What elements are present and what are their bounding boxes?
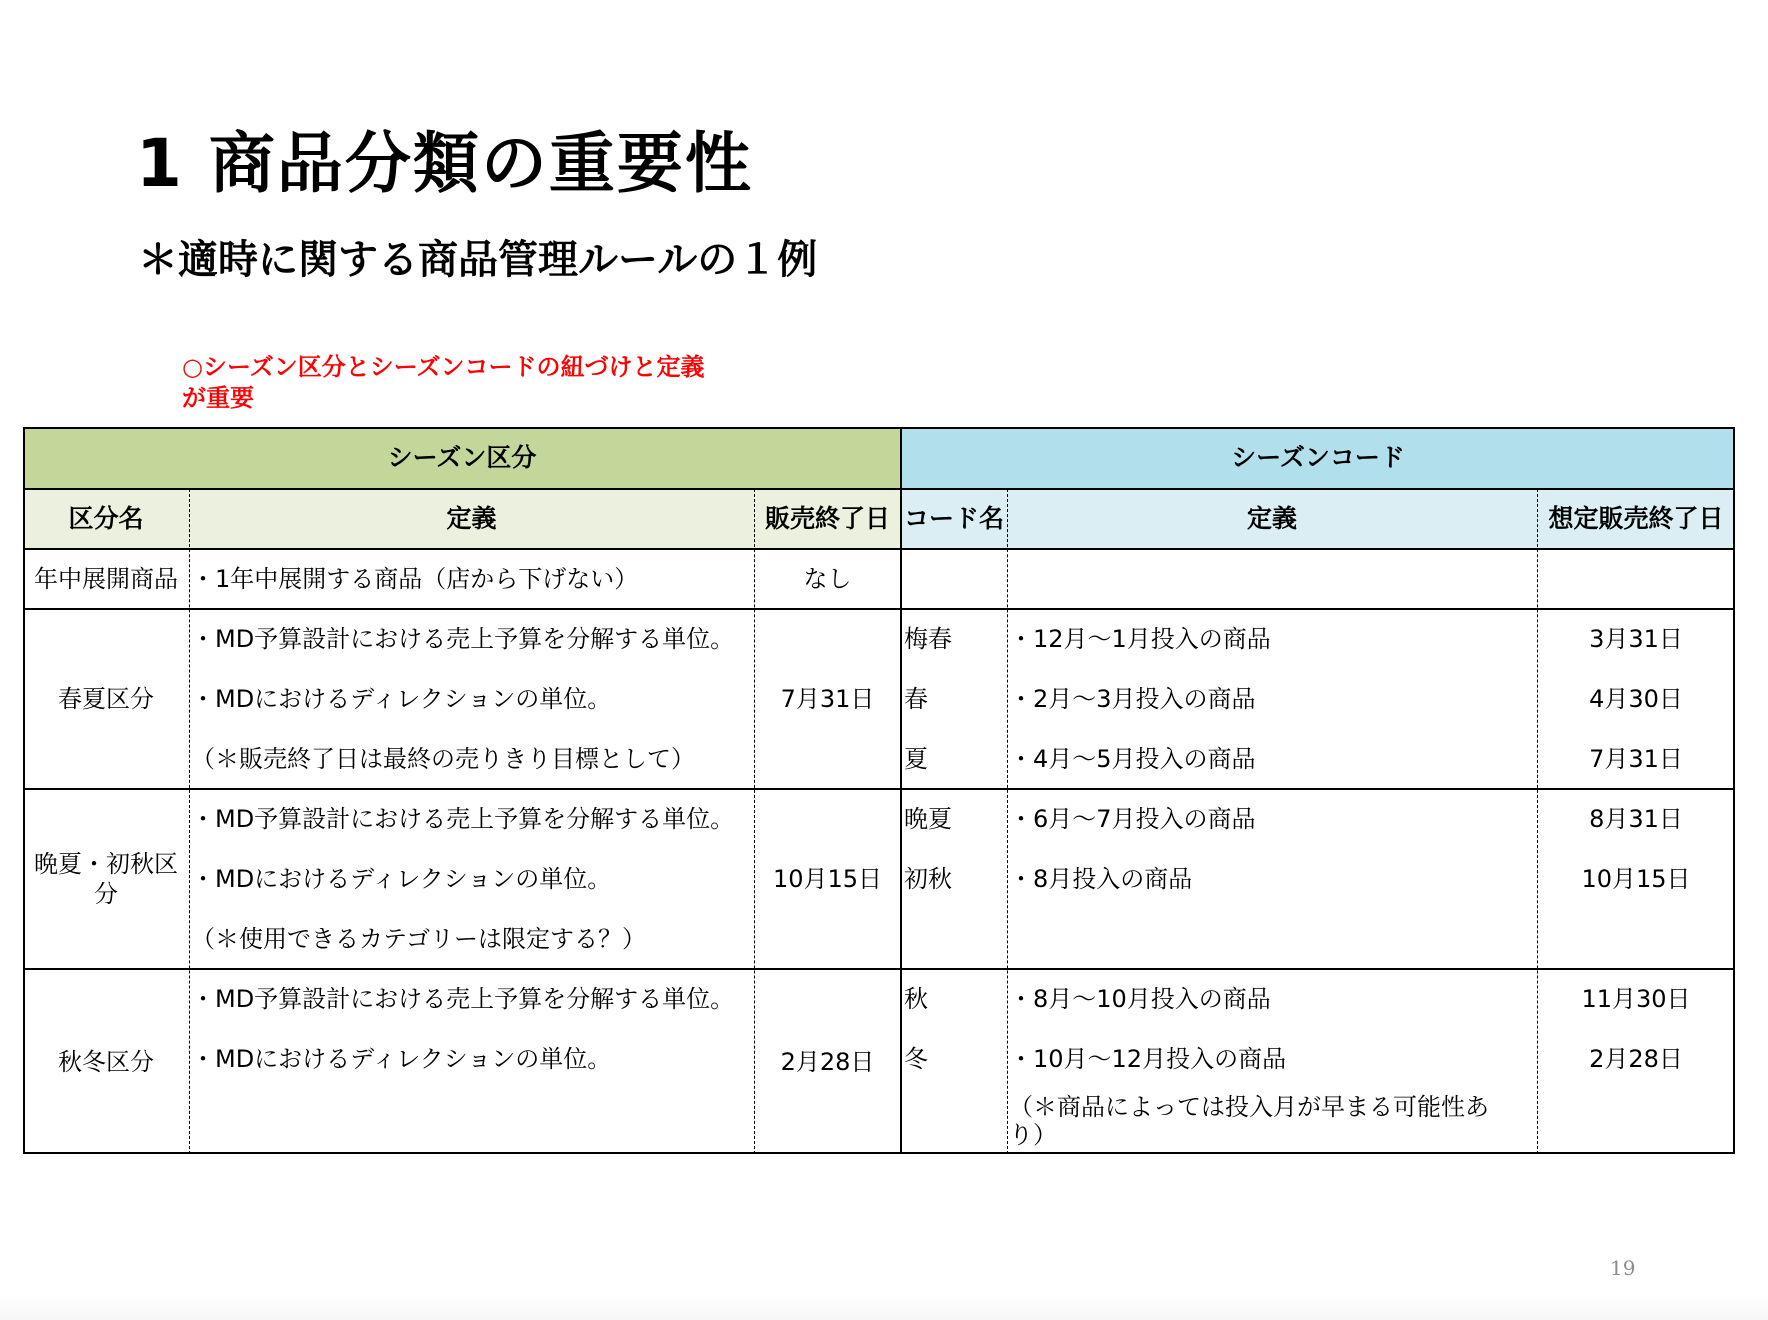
row-end-date: なし [803, 565, 852, 593]
code-end-date: 10月15日 [1581, 865, 1691, 893]
code-definition: ・4月～5月投入の商品 [1009, 745, 1256, 773]
red-note-line: が重要 [182, 384, 254, 412]
red-note [182, 352, 762, 414]
code-definition: ・2月～3月投入の商品 [1009, 685, 1256, 713]
row-end-date: 2月28日 [780, 1047, 875, 1076]
code-end-date: 8月31日 [1589, 805, 1683, 833]
code-end-date: 2月28日 [1589, 1045, 1683, 1073]
code-name: 梅春 [904, 625, 952, 653]
column-header-end-date: 販売終了日 [754, 489, 901, 549]
column-header-division-name: 区分名 [23, 489, 189, 549]
row-definition-line: ・MDにおけるディレクションの単位。 [191, 1045, 612, 1073]
slide-title: 1 商品分類の重要性 [136, 125, 753, 202]
row-definition-line: ・MD予算設計における売上予算を分解する単位。 [191, 625, 735, 653]
table-border [23, 548, 1735, 550]
column-header-code-definition: 定義 [1007, 489, 1537, 549]
row-definition-line: ・MD予算設計における売上予算を分解する単位。 [191, 805, 735, 833]
code-end-date: 11月30日 [1581, 985, 1691, 1013]
row-definition-line: ・MD予算設計における売上予算を分解する単位。 [191, 985, 735, 1013]
table-border [23, 427, 1735, 429]
code-definition-note: （＊商品によっては投入月が早まる可能性あ [1009, 1093, 1489, 1121]
code-name: 春 [904, 685, 928, 713]
bottom-edge [0, 1294, 1768, 1320]
table-border [23, 1152, 1735, 1154]
row-division-name: 春夏区分 [58, 685, 154, 713]
red-note-line: ○シーズン区分とシーズンコードの紐づけと定義 [182, 353, 705, 381]
column-header-expected-end-date: 想定販売終了日 [1537, 489, 1735, 549]
table-divider [754, 489, 755, 1154]
row-definition-line: ・1年中展開する商品（店から下げない） [191, 565, 639, 593]
column-header-definition: 定義 [189, 489, 754, 549]
table-border [23, 788, 1735, 790]
code-end-date: 3月31日 [1589, 625, 1683, 653]
table-divider [1537, 489, 1538, 1154]
code-definition: ・6月～7月投入の商品 [1009, 805, 1256, 833]
code-name: 初秋 [904, 865, 952, 893]
table-border [23, 608, 1735, 610]
table-border [23, 427, 25, 1154]
code-end-date: 4月30日 [1589, 685, 1683, 713]
code-definition-note: り） [1009, 1121, 1057, 1149]
code-definition: ・12月～1月投入の商品 [1009, 625, 1271, 653]
table-border [23, 488, 1735, 490]
code-end-date: 7月31日 [1589, 745, 1683, 773]
column-header-code-name: コード名 [901, 489, 1007, 549]
page-number: 19 [1610, 1256, 1636, 1280]
row-end-date: 10月15日 [772, 865, 883, 893]
table-border [900, 427, 902, 1154]
row-end-date: 7月31日 [780, 685, 875, 713]
table-border [23, 968, 1735, 970]
group-header-season-division: シーズン区分 [23, 427, 901, 489]
slide-subtitle: ＊適時に関する商品管理ルールの１例 [138, 237, 818, 283]
code-name: 晩夏 [904, 805, 952, 833]
row-definition-line: （＊販売終了日は最終の売りきり目標として） [191, 745, 695, 773]
table-divider [1007, 489, 1008, 1154]
table-border [1733, 427, 1735, 1154]
row-division-name: 秋冬区分 [58, 1047, 154, 1076]
table-divider [189, 489, 190, 1154]
code-name: 冬 [904, 1045, 928, 1073]
row-definition-line: ・MDにおけるディレクションの単位。 [191, 865, 612, 893]
code-name: 秋 [904, 985, 928, 1013]
row-definition-line: （＊使用できるカテゴリーは限定する？） [191, 925, 647, 953]
row-definition-line: ・MDにおけるディレクションの単位。 [191, 685, 612, 713]
row-division-name: 年中展開商品 [34, 565, 178, 593]
group-header-season-code: シーズンコード [901, 427, 1735, 489]
code-definition: ・10月～12月投入の商品 [1009, 1045, 1287, 1073]
row-division-name: 晩夏・初秋区分 [34, 850, 178, 908]
code-definition: ・8月～10月投入の商品 [1009, 985, 1271, 1013]
season-table [23, 427, 1735, 1154]
code-name: 夏 [904, 745, 928, 773]
code-definition: ・8月投入の商品 [1009, 865, 1193, 893]
